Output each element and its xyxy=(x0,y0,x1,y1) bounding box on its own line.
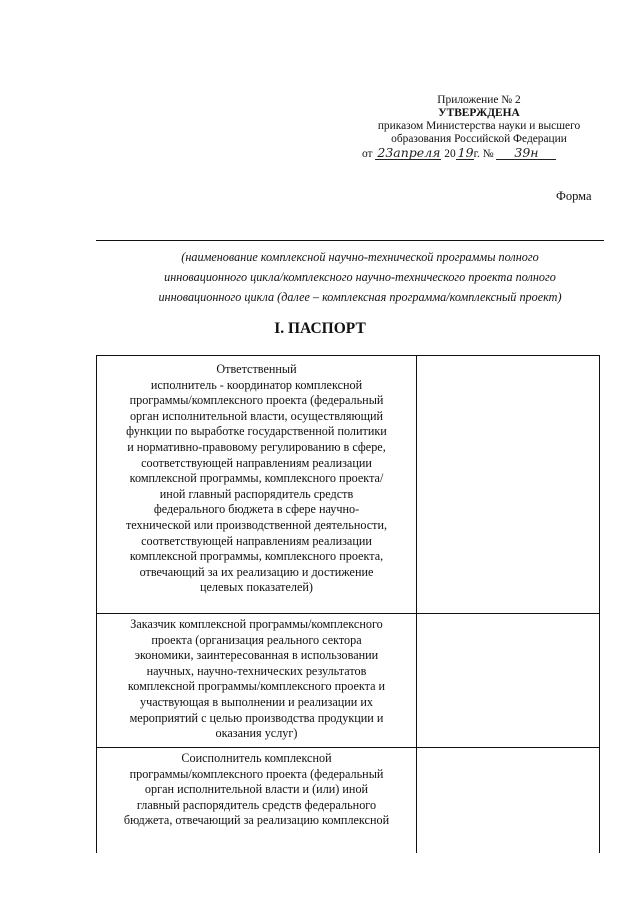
table-row xyxy=(97,748,599,853)
order-line-2: образования Российской Федерации xyxy=(391,133,567,145)
row-label-customer: Заказчик комплексной программы/комплексного проекта (организация реального сектора экономики, заинтересованная в использовании научных, научно-технических результатов комплексной программы/комплексного проекта и участвующая в выполнении и реализации их мероприятий с целью производства продукции и оказания услуг) xyxy=(97,614,417,747)
table-row xyxy=(97,356,599,614)
title-underline xyxy=(96,240,604,241)
table-row xyxy=(97,614,599,748)
year-suffix: г. № xyxy=(473,148,494,160)
caption-line: инновационного цикла/комплексного научно-технического проекта полного xyxy=(164,270,556,284)
approved-stamp-text: УТВЕРЖДЕНА xyxy=(438,107,520,119)
passport-table xyxy=(96,355,600,853)
approval-block xyxy=(350,94,608,161)
order-date-line xyxy=(362,147,620,161)
order-line-1: приказом Министерства науки и высшего xyxy=(377,120,581,132)
program-name-caption xyxy=(120,247,600,307)
row-label-responsible-executor: Ответственный исполнитель - координатор комплексной программы/комплексного проекта (федеральный орган исполнительной власти, осуществляющий функции по выработке государственной политики и нормативно-правовому регулированию в сфере, соответствующей направлениям реализации комплексной программы, комплексного проекта/ иной главный распорядитель средств федерального бюджета в сфере научно- технической или производственной деятельности, соответствующей направлениям реализации комплексной программы, комплексного проекта, отвечающий за их реализацию и достижение целевых показателей) xyxy=(97,356,417,613)
section-title: I. ПАСПОРТ xyxy=(274,320,366,337)
date-prefix: от xyxy=(362,148,373,160)
row-label-co-executor: Соисполнитель комплексной программы/комплексного проекта (федеральный орган исполнительной власти и (или) иной главный распорядитель средств федерального бюджета, отвечающий за реализацию комплексной xyxy=(97,748,417,853)
form-label: Форма xyxy=(556,189,592,203)
appendix-number: Приложение № 2 xyxy=(437,94,521,106)
row-value-co-executor xyxy=(417,748,599,853)
handwritten-order-number: 39н xyxy=(496,147,556,160)
row-value-responsible-executor xyxy=(417,356,599,613)
caption-line: инновационного цикла (далее – комплексная программа/комплексный проект) xyxy=(158,290,562,304)
row-value-customer xyxy=(417,614,599,747)
handwritten-date: 23апреля xyxy=(377,145,441,160)
year-prefix: 20 xyxy=(444,148,456,160)
handwritten-year: 19 xyxy=(457,145,474,160)
caption-line: (наименование комплексной научно-технической программы полного xyxy=(181,250,539,264)
